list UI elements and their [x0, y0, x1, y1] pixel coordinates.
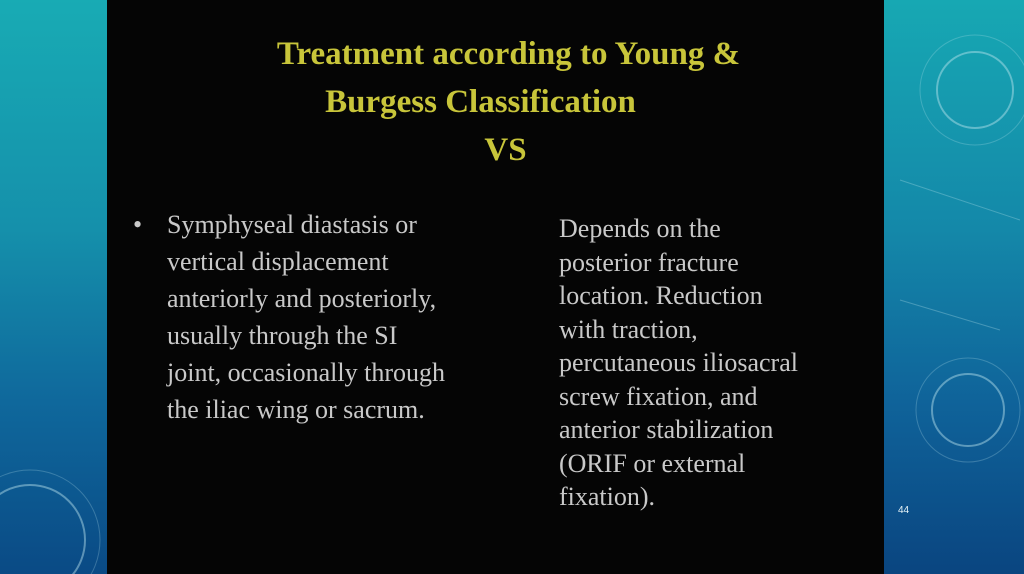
- page-number: 44: [898, 505, 910, 516]
- bullet-icon: •: [133, 210, 143, 239]
- right-text-line: fixation).: [559, 482, 656, 511]
- slide-title-line: Burgess Classification: [325, 84, 636, 120]
- left-text-line: usually through the SI: [167, 321, 398, 350]
- right-text-line: anterior stabilization: [559, 415, 774, 444]
- right-text-line: (ORIF or external: [559, 448, 746, 478]
- slide-title-line: VS: [484, 132, 527, 168]
- right-text-line: with traction,: [559, 314, 698, 344]
- right-text-column: [559, 212, 869, 514]
- right-text-line: Depends on the: [559, 214, 721, 243]
- slide-title: [107, 30, 884, 174]
- slide-title-line: Treatment according to Young &: [276, 36, 741, 72]
- left-text-line: joint, occasionally through: [167, 358, 446, 387]
- left-bullet-text: [167, 206, 513, 428]
- left-text-line: the iliac wing or sacrum.: [167, 395, 425, 424]
- left-text-line: vertical displacement: [167, 247, 389, 276]
- slide-content-area: [107, 0, 884, 574]
- left-text-line: anteriorly and posteriorly,: [167, 284, 437, 313]
- right-text-line: screw fixation, and: [559, 381, 758, 411]
- right-text-line: posterior fracture: [559, 247, 739, 277]
- left-bullet-column: [133, 206, 513, 428]
- right-text-line: percutaneous iliosacral: [559, 348, 798, 377]
- left-text-line: Symphyseal diastasis or: [167, 210, 417, 239]
- right-text-line: location. Reduction: [559, 281, 763, 310]
